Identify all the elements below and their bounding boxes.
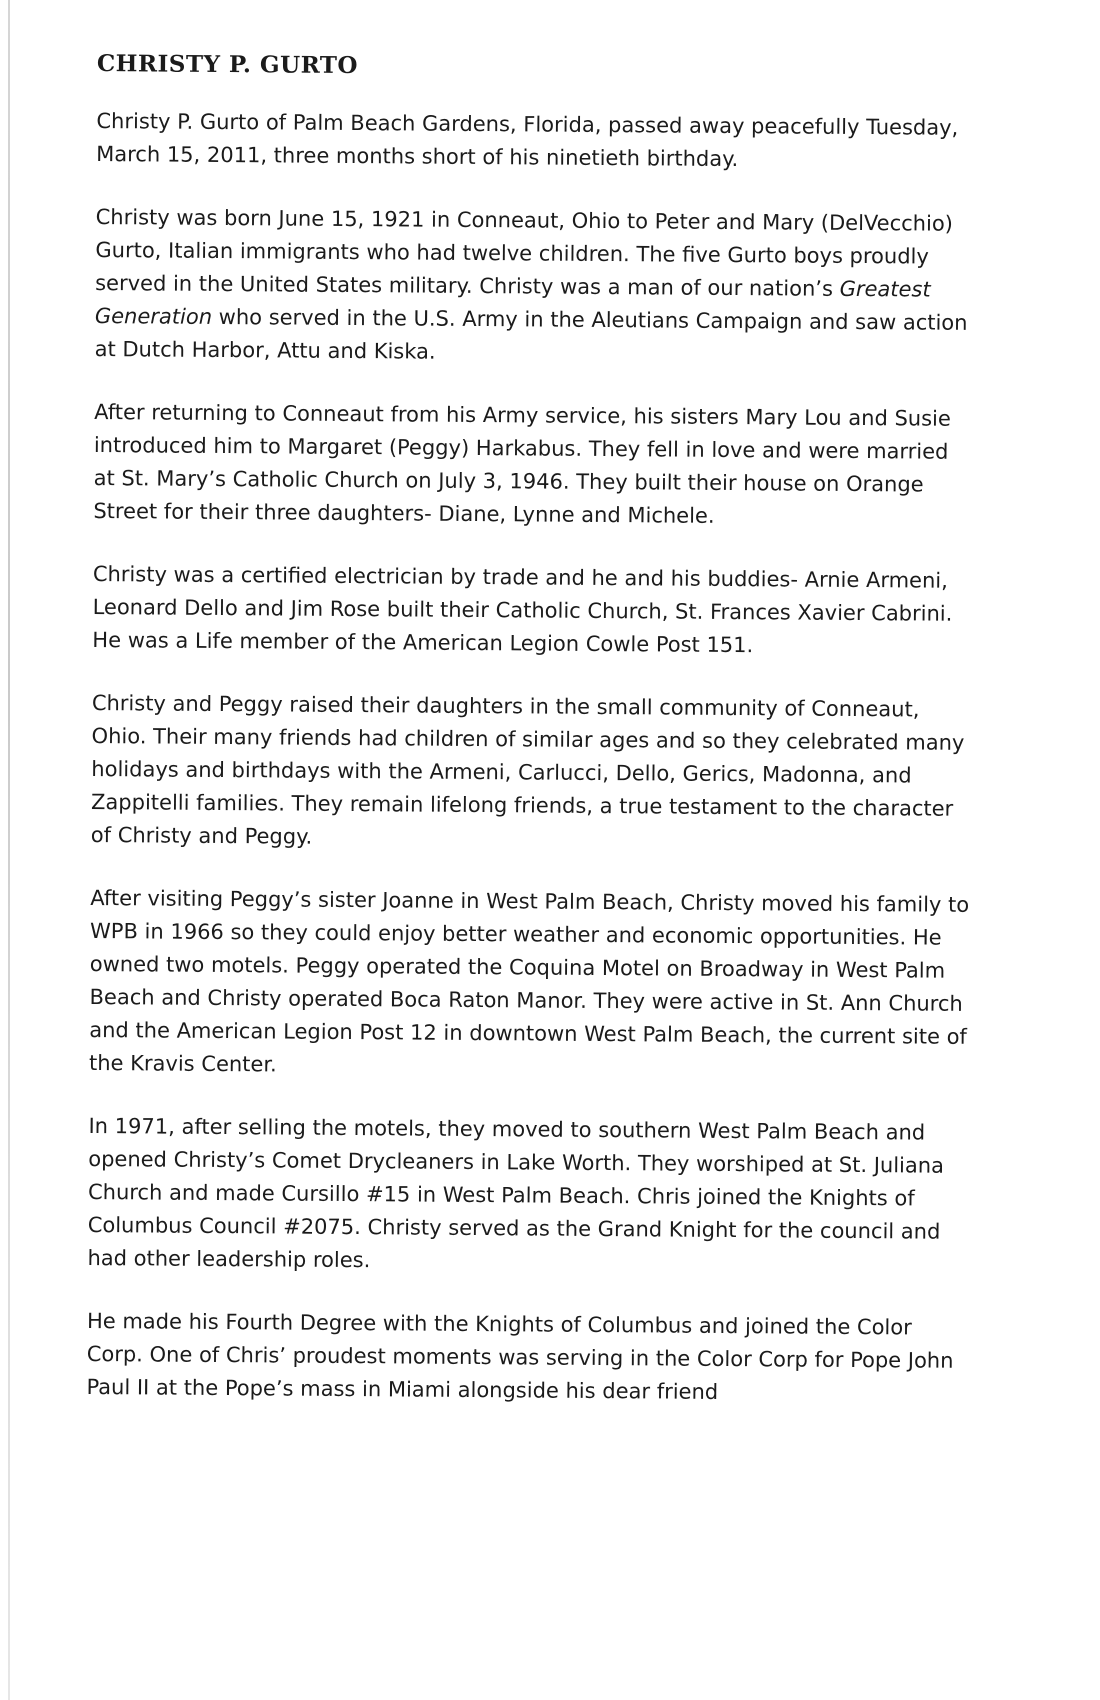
document-body (86, 50, 977, 1441)
paragraph-electrician: Christy was a certified electrician by trade and he and his buddies- Arnie Armeni, Leonard Dello and Jim Rose built their Catholic Church, St. Frances Xavier Cabrini. He was a Life member of the American Legion Cowle Post 151. (92, 561, 953, 658)
paragraph-marriage: After returning to Conneaut from his Army service, his sisters Mary Lou and Susie introduced him to Margaret (Peggy) Harkabus. They fell in love and were married at St. Mary’s Catholic Church on July 3, 1946. They built their house on Orange Street for their three daughters- Diane, Lynne and Michele. (93, 399, 951, 528)
paragraph-passing: Christy P. Gurto of Palm Beach Gardens, Florida, passed away peacefully Tuesday, March 15, 2011, three months short of his ninetieth birthday. (96, 108, 959, 172)
paragraph-conneaut-family: Christy and Peggy raised their daughters in the small community of Conneaut, Ohio. Their many friends had children of similar ages and so they celebrated many holidays and birthdays with the Armeni, Carlucci, Dello, Gerics, Madonna, and Zappitelli families. They remain lifelong friends, a true testament to the character of Christy and Peggy. (90, 690, 965, 849)
emphasized-phrase: Greatest Generation (94, 276, 931, 329)
paragraph-text-before-emphasis: Christy was born June 15, 1921 in Conneaut, Ohio to Peter and Mary (DelVecchio) Gurto, Italian immigrants who had twelve children. The five Gurto boys proudly served in the United States military. Christy was a man of our nation’s (95, 204, 954, 301)
paragraph-drycleaners: In 1971, after selling the motels, they moved to southern West Palm Beach and opened Christy’s Comet Drycleaners in Lake Worth. They worshiped at St. Juliana Church and made Cursillo #15 in West Palm Beach. Chris joined the Knights of Columbus Council #2075. Christy served as the Grand Knight for the council and had other leadership roles. (87, 1113, 945, 1273)
paragraph-birth-and-service (95, 201, 976, 373)
scan-edge-line (8, 0, 10, 1700)
paragraph-west-palm-beach: After visiting Peggy’s sister Joanne in West Palm Beach, Christy moved his family to WPB in 1966 so they could enjoy better weather and economic opportunities. He owned two motels. Peggy operated the Coquina Motel on Broadway in West Palm Beach and Christy operated Boca Raton Manor. They were active in St. Ann Church and the American Legion Post 12 in downtown West Palm Beach, the current site of the Kravis Center. (88, 885, 970, 1077)
paragraph-text-after-emphasis: who served in the U.S. Army in the Aleutians Campaign and saw action at Dutch Harbor, Attu and Kiska. (94, 304, 968, 364)
document-title: CHRISTY P. GURTO (96, 50, 359, 80)
paragraph-fourth-degree: He made his Fourth Degree with the Knights of Columbus and joined the Color Corp. One of Chris’ proudest moments was serving in the Color Corp for Pope John Paul II at the Pope’s mass in Miami alongside his dear friend (86, 1308, 954, 1404)
